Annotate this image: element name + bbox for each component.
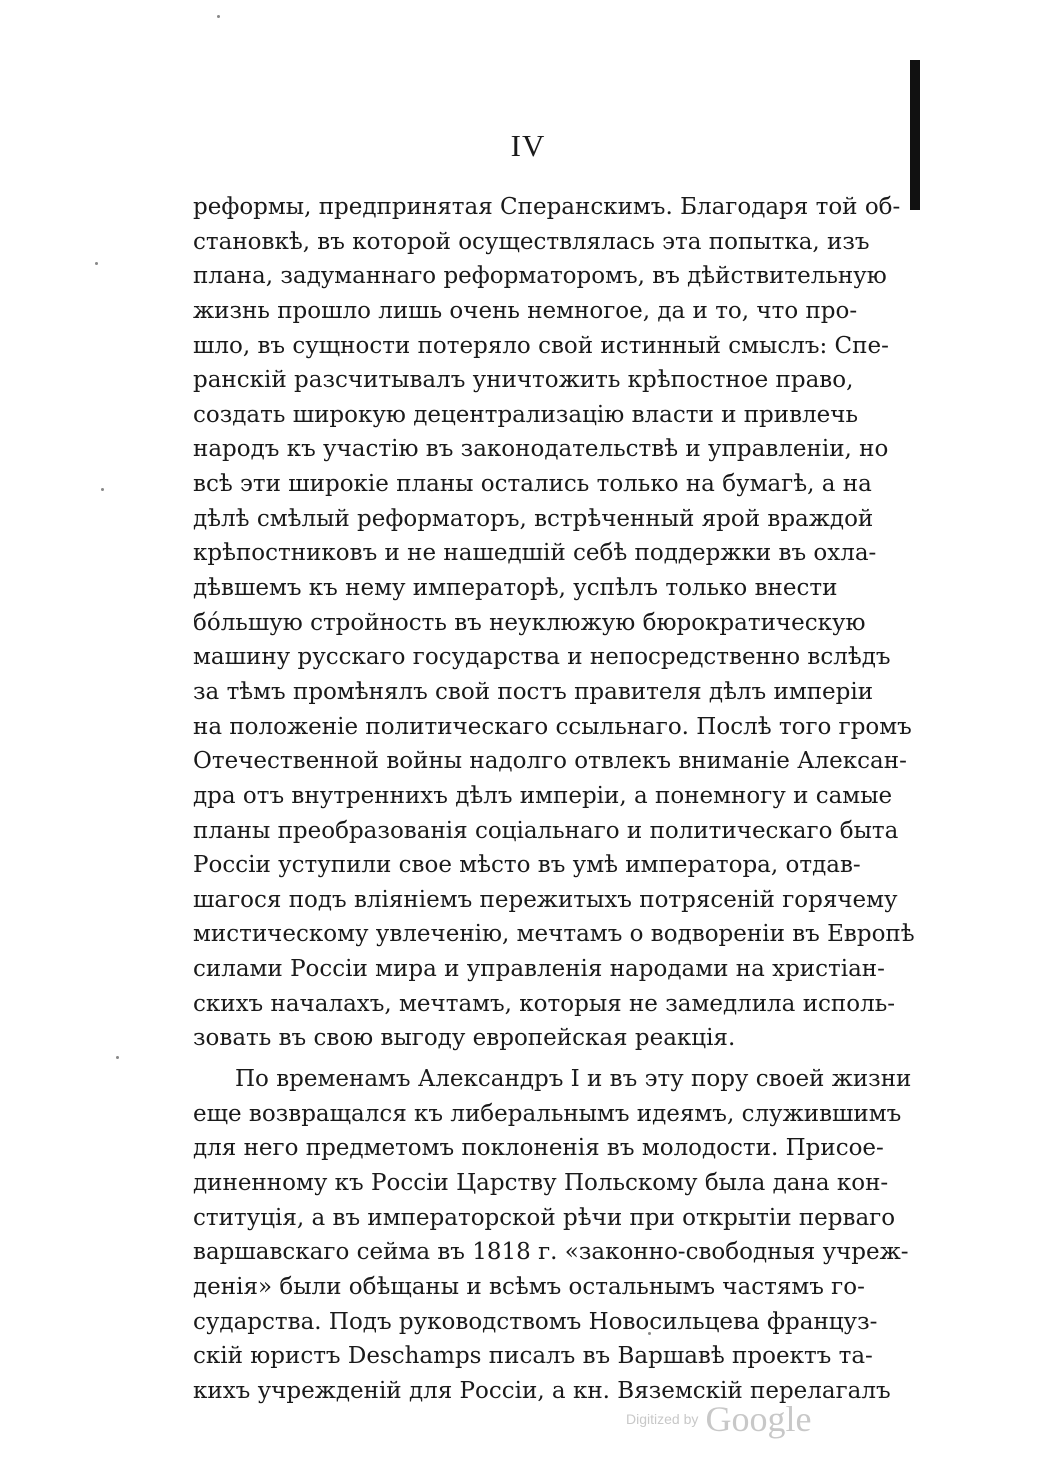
text-line: кихъ учрежденій для Россіи, а кн. Вяземскій перелагалъ (193, 1377, 891, 1404)
text-line: народъ къ участію въ законодательствѣ и управленіи, но (193, 436, 889, 463)
text-line: ранскій разсчитывалъ уничтожить крѣпостное право, (193, 367, 854, 394)
text-line: становкѣ, въ которой осуществлялась эта попытка, изъ (193, 228, 870, 255)
text-line: всѣ эти широкіе планы остались только на бумагѣ, а на (193, 471, 872, 498)
text-line: скихъ началахъ, мечтамъ, которыя не замедлила исполь- (193, 990, 895, 1017)
text-line: скій юристъ Deschamps писалъ въ Варшавѣ проектъ та- (193, 1343, 873, 1370)
text-line: плана, задуманнаго реформаторомъ, въ дѣйствительную (193, 263, 887, 290)
paragraph (193, 190, 915, 1056)
text-line: диненному къ Россіи Царству Польскому была дана кон- (193, 1169, 889, 1196)
text-line: реформы, предпринятая Сперанскимъ. Благодаря той об- (193, 194, 901, 220)
scan-speck (217, 15, 220, 18)
text-line: зовать въ свою выгоду европейская реакція. (193, 1025, 736, 1052)
text-line: силами Россіи мира и управленія народами на христіан- (193, 956, 885, 983)
scan-speck (101, 488, 104, 491)
text-line: бóльшую стройность въ неуклюжую бюрократическую (193, 609, 866, 636)
text-line: шло, въ сущности потеряло свой истинный смыслъ: Спе- (193, 332, 889, 359)
text-line: По временамъ Александръ I и въ эту пору своей жизни (235, 1066, 912, 1093)
text-line: дѣвшемъ къ нему императорѣ, успѣлъ только внести (193, 575, 838, 602)
text-line: планы преобразованія соціальнаго и политическаго быта (193, 817, 899, 844)
text-line: мистическому увлеченію, мечтамъ о водвореніи въ Европѣ (193, 921, 915, 948)
text-line: Россіи уступили свое мѣсто въ умѣ императора, отдав- (193, 852, 861, 879)
text-line: еще возвращался къ либеральнымъ идеямъ, служившимъ (193, 1100, 902, 1127)
text-line: крѣпостниковъ и не нашедшій себѣ поддержки въ охла- (193, 540, 877, 567)
text-line: сударства. Подъ руководствомъ Новосильцева француз- (193, 1308, 878, 1335)
text-line: жизнь прошло лишь очень немногое, да и то, что про- (193, 297, 858, 324)
text-line: Отечественной войны надолго отвлекъ вниманіе Алексан- (193, 748, 907, 775)
text-line: дѣлѣ смѣлый реформаторъ, встрѣченный ярой враждой (193, 505, 874, 532)
scan-speck (95, 262, 98, 265)
text-line: шагося подъ вліяніемъ пережитыхъ потрясеній горячему (193, 886, 898, 913)
page-number: IV (510, 128, 546, 163)
watermark-brand: Google (705, 1399, 812, 1439)
text-line: ституція, а въ императорской рѣчи при открытіи перваго (193, 1204, 896, 1231)
text-line: для него предметомъ поклоненія въ молодости. Присое- (193, 1135, 884, 1162)
paragraph (193, 1062, 912, 1408)
watermark-prefix: Digitized by (626, 1411, 699, 1427)
text-line: на положеніе политическаго ссыльнаго. Послѣ того громъ (193, 713, 912, 740)
text-line: денія» были обѣщаны и всѣмъ остальнымъ частямъ го- (193, 1273, 865, 1300)
scan-speck (116, 1056, 119, 1059)
text-line: варшавскаго сейма въ 1818 г. «законно-свободныя учреж- (193, 1239, 909, 1266)
text-line: машину русскаго государства и непосредственно вслѣдъ (193, 644, 891, 671)
text-line: создать широкую децентрализацію власти и привлечь (193, 401, 859, 428)
digitization-watermark (626, 1398, 811, 1440)
text-line: за тѣмъ промѣнялъ свой постъ правителя дѣлъ имперіи (193, 678, 874, 705)
text-line: дра отъ внутреннихъ дѣлъ имперіи, а понемногу и самые (193, 782, 893, 809)
page-body-text (193, 190, 915, 1408)
